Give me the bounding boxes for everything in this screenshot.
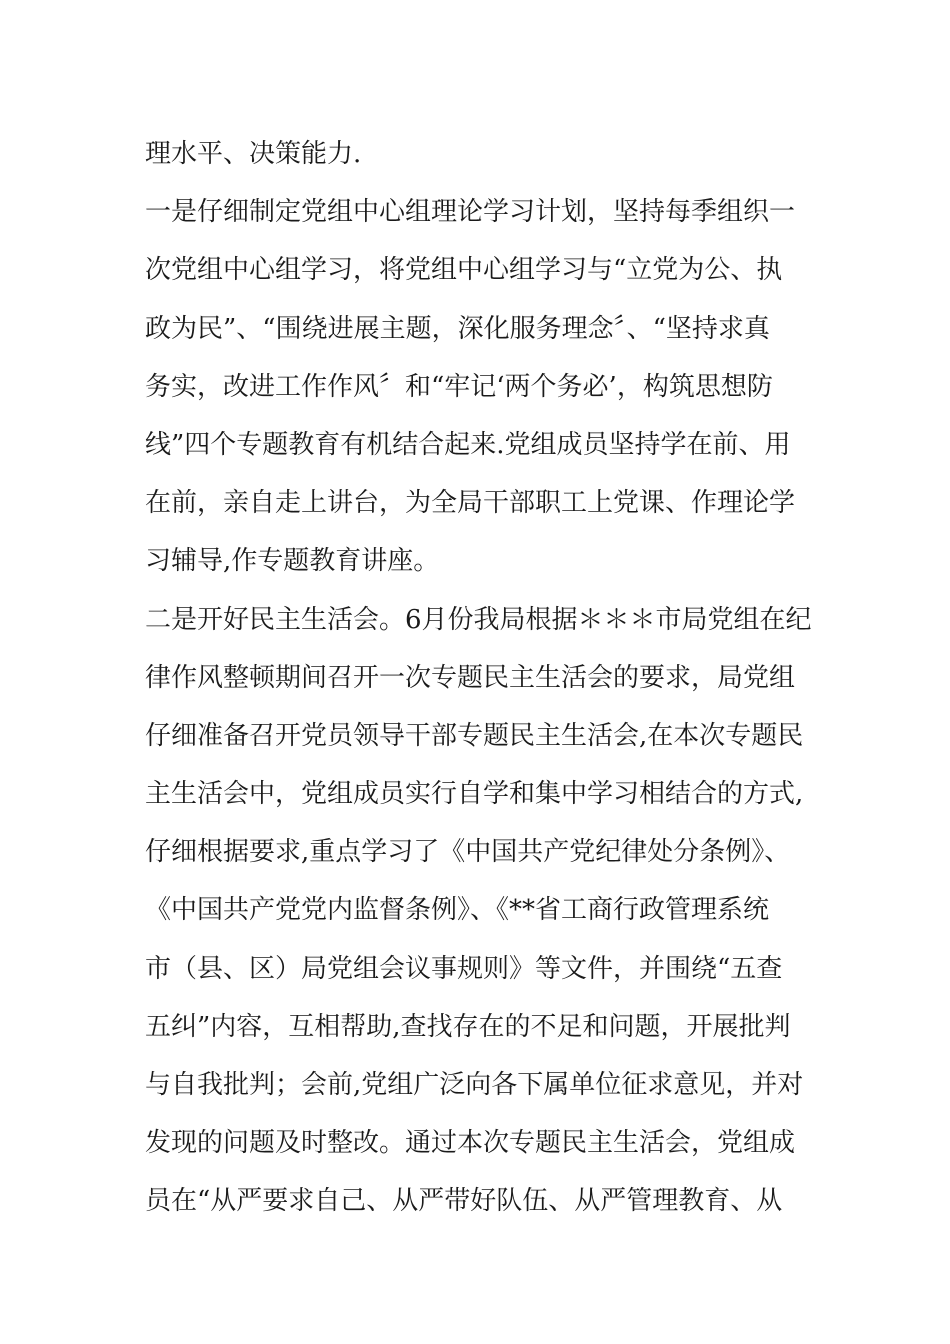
text-line: 次党组中心组学习，将党组中心组学习与“立党为公、执 — [145, 255, 783, 286]
text-line: 员在“从严要求自己、从严带好队伍、从严管理教育、从 — [145, 1186, 783, 1217]
text-line: 政为民”、“围绕进展主题，深化服务理念〞、“坚持求真 — [145, 313, 770, 344]
text-line: 在前，亲自走上讲台，为全局干部职工上党课、作理论学 — [145, 488, 796, 519]
text-line: 发现的问题及时整改。通过本次专题民主生活会，党组成 — [145, 1128, 796, 1159]
text-line: 市（县、区）局党组会议事规则》等文件，并围绕“五查 — [145, 953, 783, 984]
text-line: 律作风整顿期间召开一次专题民主生活会的要求，局党组 — [145, 662, 796, 693]
text-line: 二是开好民主生活会。6月份我局根据＊＊＊市局党组在纪 — [145, 604, 812, 635]
text-line: 仔细根据要求,重点学习了《中国共产党纪律处分条例》、 — [145, 837, 791, 868]
text-line: 务实，改进工作作风〞和“牢记‘两个务必’，构筑思想防 — [145, 371, 773, 402]
text-line: 主生活会中，党组成员实行自学和集中学习相结合的方式, — [145, 779, 804, 810]
text-line: 五纠”内容，互相帮助,查找存在的不足和问题，开展批判 — [145, 1011, 791, 1042]
text-line: 线”四个专题教育有机结合起来.党组成员坚持学在前、用 — [145, 429, 791, 460]
text-line: 《中国共产党党内监督条例》、《**省工商行政管理系统 — [145, 895, 770, 926]
text-line: 理水平、决策能力. — [145, 139, 362, 169]
text-line: 习辅导,作专题教育讲座。 — [145, 546, 440, 577]
text-line: 与自我批判；会前,党组广泛向各下属单位征求意见，并对 — [145, 1070, 804, 1100]
text-line: 一是仔细制定党组中心组理论学习计划，坚持每季组织一 — [145, 197, 796, 228]
text-line: 仔细准备召开党员领导干部专题民主生活会,在本次专题民 — [145, 720, 804, 751]
body-text — [145, 125, 815, 1231]
